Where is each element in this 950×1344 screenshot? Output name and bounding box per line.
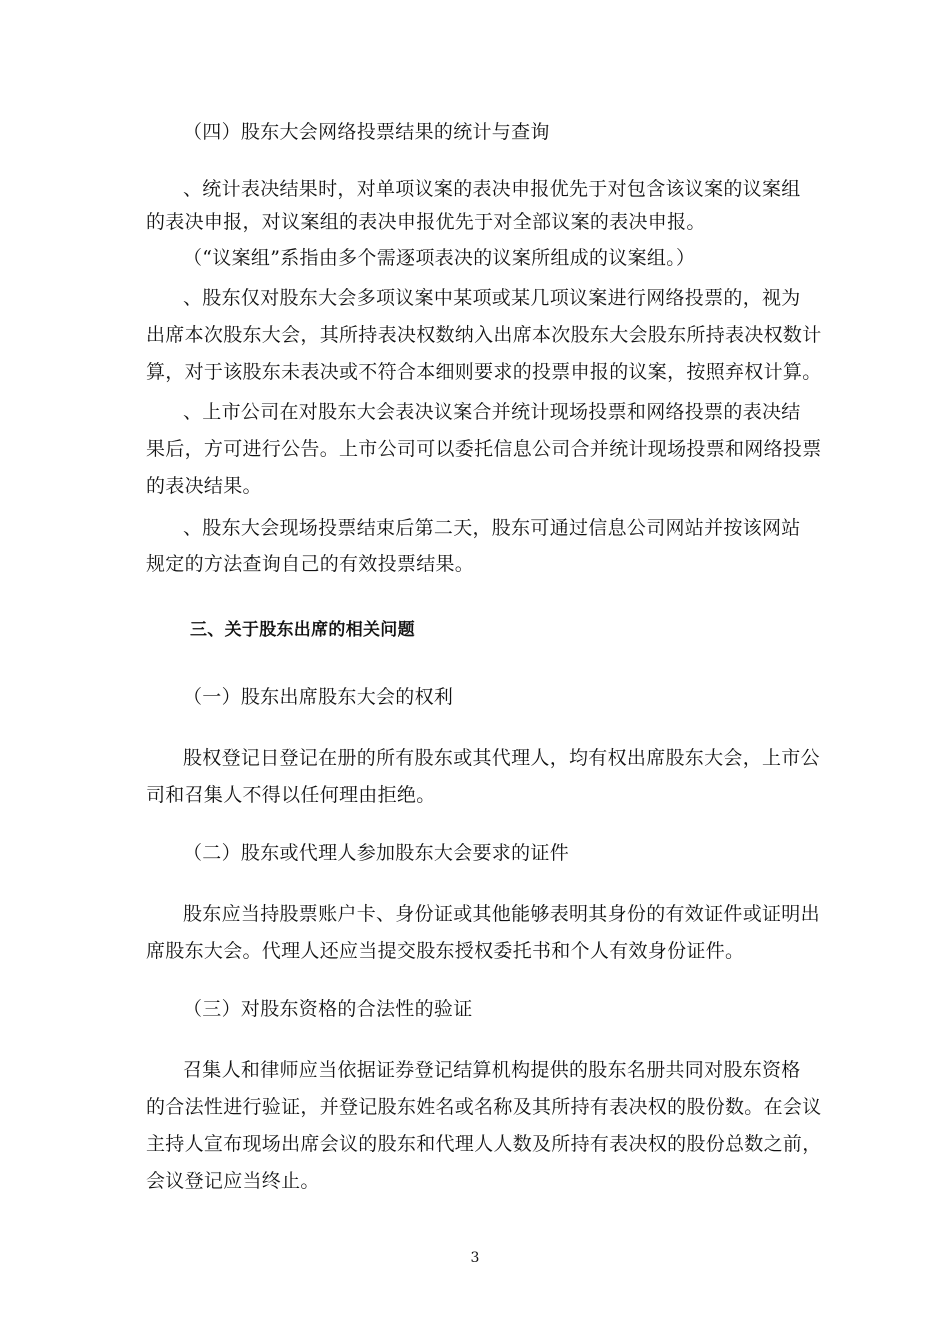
paragraph-line: （“议案组”系指由多个需逐项表决的议案所组成的议案组。） bbox=[183, 247, 696, 269]
paragraph-line: 召集人和律师应当依据证券登记结算机构提供的股东名册共同对股东资格 bbox=[183, 1059, 801, 1081]
chapter-heading: 三、关于股东出席的相关问题 bbox=[190, 620, 415, 640]
paragraph-line: 股东应当持股票账户卡、身份证或其他能够表明其身份的有效证件或证明出 bbox=[183, 903, 820, 925]
paragraph-line: 的合法性进行验证，并登记股东姓名或名称及其所持有表决权的股份数。在会议 bbox=[146, 1096, 822, 1118]
subsection-heading: （二）股东或代理人参加股东大会要求的证件 bbox=[183, 842, 570, 864]
paragraph-line: 、统计表决结果时，对单项议案的表决申报优先于对包含该议案的议案组 bbox=[183, 178, 801, 200]
paragraph-line: 、股东大会现场投票结束后第二天，股东可通过信息公司网站并按该网站 bbox=[183, 517, 801, 539]
paragraph-line: 规定的方法查询自己的有效投票结果。 bbox=[146, 553, 475, 575]
section-heading: （四）股东大会网络投票结果的统计与查询 bbox=[183, 121, 550, 143]
paragraph-line: 的表决申报，对议案组的表决申报优先于对全部议案的表决申报。 bbox=[146, 211, 706, 233]
paragraph-line: 的表决结果。 bbox=[146, 475, 262, 497]
subsection-heading: （三）对股东资格的合法性的验证 bbox=[183, 998, 473, 1020]
paragraph-line: 席股东大会。代理人还应当提交股东授权委托书和个人有效身份证件。 bbox=[146, 940, 745, 962]
paragraph-line: 、上市公司在对股东大会表决议案合并统计现场投票和网络投票的表决结 bbox=[183, 401, 801, 423]
paragraph-line: 主持人宣布现场出席会议的股东和代理人人数及所持有表决权的股份总数之前， bbox=[146, 1133, 822, 1155]
paragraph-line: 出席本次股东大会，其所持表决权数纳入出席本次股东大会股东所持表决权数计 bbox=[146, 324, 822, 346]
paragraph-line: 司和召集人不得以任何理由拒绝。 bbox=[146, 784, 436, 806]
paragraph-line: 、股东仅对股东大会多项议案中某项或某几项议案进行网络投票的，视为 bbox=[183, 287, 801, 309]
paragraph-line: 股权登记日登记在册的所有股东或其代理人，均有权出席股东大会，上市公 bbox=[183, 747, 820, 769]
paragraph-line: 果后，方可进行公告。上市公司可以委托信息公司合并统计现场投票和网络投票 bbox=[146, 438, 822, 460]
subsection-heading: （一）股东出席股东大会的权利 bbox=[183, 686, 454, 708]
page-number: 3 bbox=[470, 1250, 480, 1266]
paragraph-line: 算，对于该股东未表决或不符合本细则要求的投票申报的议案，按照弃权计算。 bbox=[146, 361, 822, 383]
paragraph-line: 会议登记应当终止。 bbox=[146, 1170, 320, 1192]
